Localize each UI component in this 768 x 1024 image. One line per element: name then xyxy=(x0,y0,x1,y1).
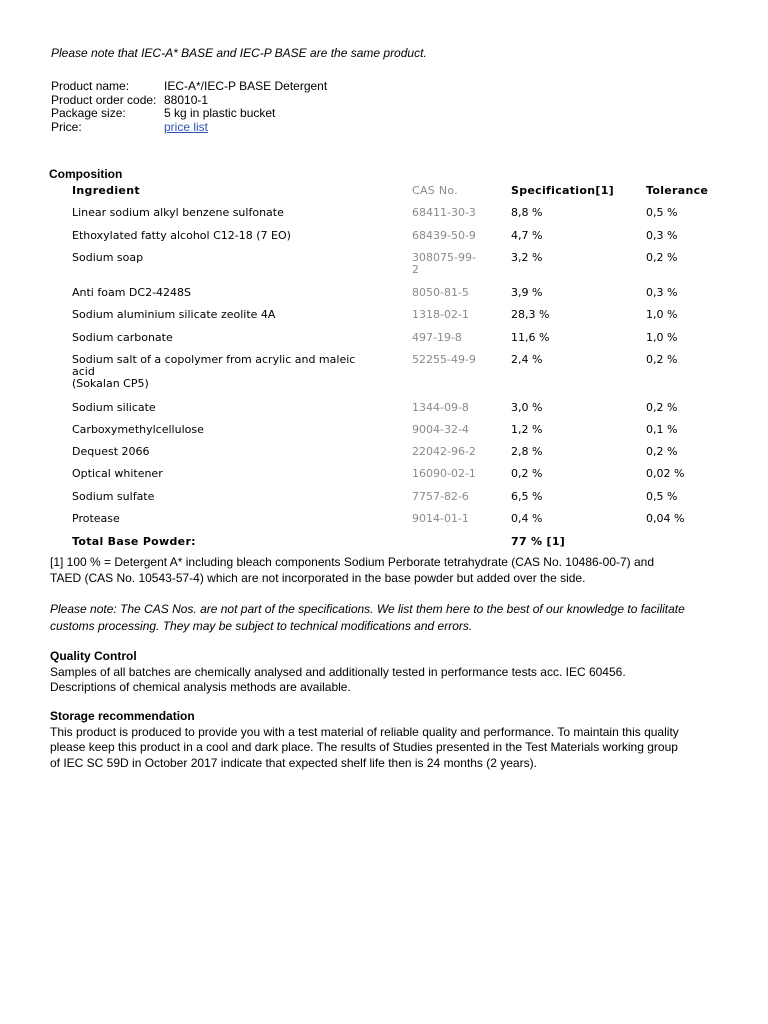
product-code-label: Product order code: xyxy=(51,92,157,107)
tolerance-cell: 0,5 % xyxy=(646,206,678,219)
specification-cell: 6,5 % xyxy=(511,490,543,503)
total-label: Total Base Powder: xyxy=(72,535,196,548)
cas-cell: 22042-96-2 xyxy=(412,445,476,458)
cas-cell: 52255-49-9 xyxy=(412,353,476,366)
specification-cell: 11,6 % xyxy=(511,331,550,344)
total-cas-empty xyxy=(412,535,511,553)
storage-section xyxy=(50,709,730,771)
product-name-label: Product name: xyxy=(51,79,130,93)
ingredient-cell: Sodium silicate xyxy=(72,401,156,414)
composition-row xyxy=(72,309,752,332)
total-row xyxy=(72,535,752,553)
composition-row xyxy=(72,491,752,513)
cas-cell: 16090-02-1 xyxy=(412,467,476,480)
ingredient-cell: Sodium aluminium silicate zeolite 4A xyxy=(72,308,276,321)
tolerance-cell: 0,04 % xyxy=(646,512,685,525)
top-note: Please note that IEC-A* BASE and IEC-P BASE are the same product. xyxy=(51,46,427,60)
footnote-line-1: [1] 100 % = Detergent A* including bleach components Sodium Perborate tetrahydrate (CAS No. 10486-00-7) and xyxy=(50,555,655,569)
cas-cell: 1318-02-1 xyxy=(412,308,469,321)
composition-row xyxy=(72,513,752,535)
total-value: 77 % [1] xyxy=(511,535,566,548)
tolerance-cell: 0,02 % xyxy=(646,467,685,480)
tolerance-cell: 0,3 % xyxy=(646,286,678,299)
ingredient-cell: Protease xyxy=(72,512,120,525)
tolerance-cell: 0,3 % xyxy=(646,229,678,242)
cas-note-line-1: Please note: The CAS Nos. are not part of the specifications. We list them here to the best of our knowledge to facilitate xyxy=(50,602,685,616)
package-size-row xyxy=(51,107,327,121)
header-cas: CAS No. xyxy=(412,184,459,197)
cas-note-line-2: customs processing. They may be subject to technical modifications and errors. xyxy=(50,619,473,633)
specification-cell: 3,9 % xyxy=(511,286,543,299)
specification-cell: 8,8 % xyxy=(511,206,543,219)
composition-body xyxy=(72,207,752,535)
ingredient-cell: Dequest 2066 xyxy=(72,445,150,458)
package-size-label: Package size: xyxy=(51,106,126,121)
footnote xyxy=(50,554,740,586)
specification-cell: 3,2 % xyxy=(511,251,543,264)
tolerance-cell: 1,0 % xyxy=(646,308,678,321)
storage-line-3: of IEC SC 59D in October 2017 indicate that expected shelf life then is 24 months (2 years). xyxy=(50,755,537,770)
ingredient-cell: Linear sodium alkyl benzene sulfonate xyxy=(72,206,284,219)
tolerance-cell: 1,0 % xyxy=(646,331,678,344)
composition-table xyxy=(72,184,752,553)
cas-note xyxy=(50,601,750,635)
ingredient-cell: Sodium sulfate xyxy=(72,490,155,503)
cas-cell: 7757-82-6 xyxy=(412,490,469,503)
composition-row xyxy=(72,252,752,287)
cas-cell: 497-19-8 xyxy=(412,331,462,344)
specification-cell: 0,2 % xyxy=(511,467,543,480)
product-info-table xyxy=(51,80,327,135)
specification-cell: 0,4 % xyxy=(511,512,543,525)
footnote-line-2: TAED (CAS No. 10543-57-4) which are not incorporated in the base powder but added over the side. xyxy=(50,571,586,585)
ingredient-cell: Sodium salt of a copolymer from acrylic and maleic acid (Sokalan CP5) xyxy=(72,353,356,390)
storage-heading: Storage recommendation xyxy=(50,709,195,723)
header-tolerance: Tolerance xyxy=(646,184,709,197)
composition-row xyxy=(72,332,752,354)
composition-heading: Composition xyxy=(49,167,123,181)
ingredient-cell: Sodium soap xyxy=(72,251,144,264)
composition-row xyxy=(72,207,752,230)
quality-control-line-2: Descriptions of chemical analysis methods are available. xyxy=(50,680,351,694)
price-list-link[interactable]: price list xyxy=(164,120,209,135)
cas-cell: 308075-99- 2 xyxy=(412,251,476,276)
tolerance-cell: 0,2 % xyxy=(646,445,678,458)
tolerance-cell: 0,2 % xyxy=(646,353,678,366)
specification-cell: 2,4 % xyxy=(511,353,543,366)
ingredient-cell: Carboxymethylcellulose xyxy=(72,423,204,436)
specification-cell: 1,2 % xyxy=(511,423,543,436)
composition-row xyxy=(72,446,752,468)
total-tolerance-empty xyxy=(646,535,746,553)
tolerance-cell: 0,1 % xyxy=(646,423,678,436)
storage-line-1: This product is produced to provide you with a test material of reliable quality and performance. To maintain this quality xyxy=(50,724,679,739)
composition-row xyxy=(72,424,752,446)
specification-cell: 2,8 % xyxy=(511,445,543,458)
cas-cell: 9014-01-1 xyxy=(412,512,469,525)
ingredient-cell: Anti foam DC2-4248S xyxy=(72,286,192,299)
product-name-row xyxy=(51,80,327,94)
product-code-row xyxy=(51,94,327,108)
ingredient-cell: Ethoxylated fatty alcohol C12-18 (7 EO) xyxy=(72,229,291,242)
composition-row xyxy=(72,468,752,491)
ingredient-cell: Optical whitener xyxy=(72,467,163,480)
quality-control-section xyxy=(50,649,750,696)
product-name-value: IEC-A*/IEC-P BASE Detergent xyxy=(164,79,328,93)
quality-control-line-1: Samples of all batches are chemically analysed and additionally tested in performance tests acc. IEC 60456. xyxy=(50,664,626,679)
package-size-value: 5 kg in plastic bucket xyxy=(164,106,276,121)
cas-cell: 9004-32-4 xyxy=(412,423,469,436)
composition-row xyxy=(72,402,752,424)
cas-cell: 8050-81-5 xyxy=(412,286,469,299)
specification-cell: 28,3 % xyxy=(511,308,550,321)
tolerance-cell: 0,5 % xyxy=(646,490,678,503)
cas-cell: 1344-09-8 xyxy=(412,401,469,414)
composition-header-row xyxy=(72,184,752,207)
ingredient-cell: Sodium carbonate xyxy=(72,331,173,344)
tolerance-cell: 0,2 % xyxy=(646,251,678,264)
cas-cell: 68439-50-9 xyxy=(412,229,476,242)
composition-row xyxy=(72,230,752,252)
price-label: Price: xyxy=(51,120,82,135)
product-code-value: 88010-1 xyxy=(164,92,209,107)
quality-control-heading: Quality Control xyxy=(50,649,137,663)
composition-row xyxy=(72,354,752,402)
header-specification: Specification[1] xyxy=(511,184,614,197)
tolerance-cell: 0,2 % xyxy=(646,401,678,414)
cas-cell: 68411-30-3 xyxy=(412,206,476,219)
specification-cell: 3,0 % xyxy=(511,401,543,414)
storage-line-2: please keep this product in a cool and dark place. The results of Studies presented in the Test Materials working group xyxy=(50,740,678,754)
header-ingredient: Ingredient xyxy=(72,184,140,197)
specification-cell: 4,7 % xyxy=(511,229,543,242)
composition-row xyxy=(72,287,752,309)
price-row xyxy=(51,121,327,135)
